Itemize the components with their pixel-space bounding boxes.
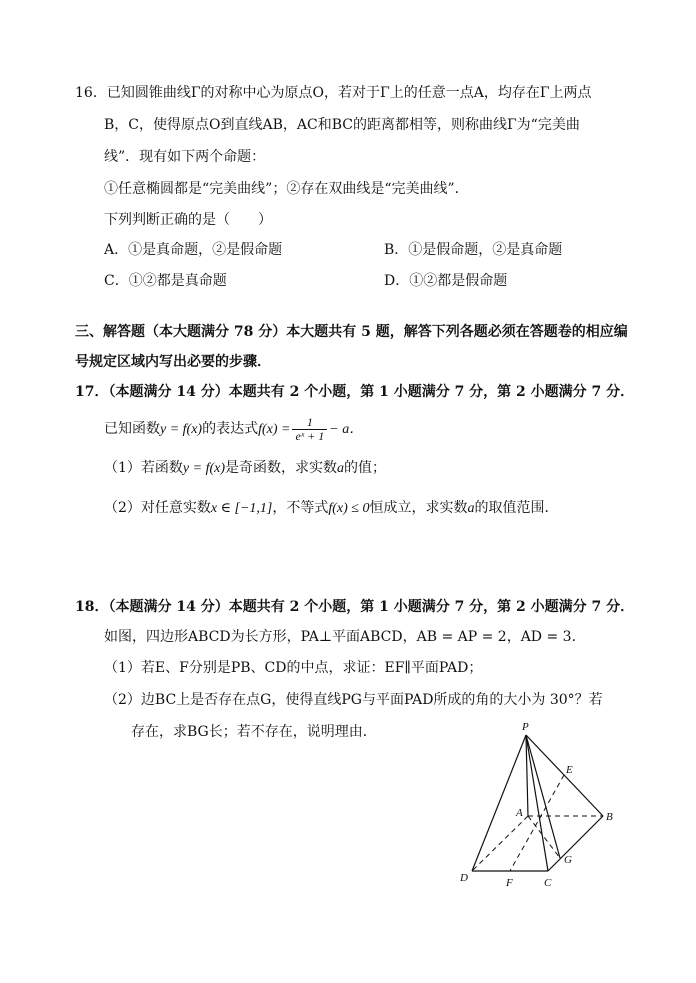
q17-intro-text-a: 已知函数 xyxy=(104,421,160,437)
label-d: D xyxy=(460,872,468,884)
q17-fraction-denominator: eˣ + 1 xyxy=(295,428,325,443)
label-b: B xyxy=(606,811,613,823)
q16-option-a: A．①是真命题，②是假命题 xyxy=(104,242,283,258)
q17-intro-lhs: f(x) = xyxy=(258,422,291,437)
q17-intro-tail: − a． xyxy=(329,422,364,437)
q17-part1-text-b: 是奇函数，求实数 xyxy=(225,460,338,476)
q18-intro: 如图，四边形ABCD为长方形，PA⊥平面ABCD，AB = AP = 2，AD = 3． xyxy=(104,629,586,645)
q17-fraction xyxy=(292,416,327,443)
q17-part1-function: y = f(x) xyxy=(182,461,226,476)
q17-part2-inequality: f(x) ≤ 0 xyxy=(328,501,370,516)
q17-part1-variable: a xyxy=(337,461,345,476)
q17-part2-set: x ∈ [−1,1] xyxy=(210,501,273,516)
section3-heading-line2: 号规定区域内写出必要的步骤． xyxy=(75,354,271,370)
q17-intro-function: y = f(x) xyxy=(160,422,203,437)
edge-ef-hidden xyxy=(510,775,564,871)
q16-option-c: C．①②都是真命题 xyxy=(104,273,227,289)
q18-header: 18．（本题满分 14 分）本题共有 2 个小题，第 1 小题满分 7 分，第 2 小题满分 7 分． xyxy=(75,599,635,615)
q17-part2-text-d: 的取值范围． xyxy=(474,500,559,516)
q18-part2-line1: （2）边BC上是否存在点G，使得直线PG与平面PAD所成的角的大小为 30°？若 xyxy=(104,692,603,708)
q18-part2-line2: 存在，求BG长；若不存在，说明理由． xyxy=(131,724,377,740)
q17-part2-variable: a xyxy=(467,501,475,516)
q16-line3: 线”．现有如下两个命题： xyxy=(104,149,266,165)
pyramid-figure xyxy=(440,720,630,900)
q17-part1-text-c: 的值； xyxy=(344,460,387,476)
q17-intro-text-b: 的表达式 xyxy=(202,421,259,437)
q16-option-b: B．①是假命题，②是真命题 xyxy=(384,242,563,258)
q18-part1: （1）若E、F分别是PB、CD的中点，求证：EF∥平面PAD； xyxy=(104,660,483,676)
label-c: C xyxy=(544,877,552,889)
section3-heading-line1: 三、解答题（本大题满分 78 分）本大题共有 5 题，解答下列各题必须在答题卷的相应编 xyxy=(75,324,628,340)
q17-fraction-numerator: 1 xyxy=(292,416,327,430)
q17-part1 xyxy=(104,458,386,479)
q17-part2-text-c: 恒成立，求实数 xyxy=(369,500,468,516)
q17-intro xyxy=(104,414,363,445)
q16-line4: ①任意椭圆都是“完美曲线”；②存在双曲线是“完美曲线”． xyxy=(104,181,469,197)
q16-line1: 16．已知圆锥曲线Γ的对称中心为原点O，若对于Γ上的任意一点A，均存在Γ上两点 xyxy=(75,85,592,101)
q16-line5: 下列判断正确的是（ ） xyxy=(104,212,272,228)
q16-option-d: D．①②都是假命题 xyxy=(384,273,508,289)
label-f: F xyxy=(506,877,513,889)
edge-ad-hidden xyxy=(472,816,528,871)
q17-part2-text-a: （2）对任意实数 xyxy=(104,500,211,516)
q17-header: 17．（本题满分 14 分）本题共有 2 个小题，第 1 小题满分 7 分，第 2 小题满分 7 分． xyxy=(75,384,635,400)
edge-pd xyxy=(472,735,526,871)
q16-line2: B，C，使得原点O到直线AB，AC和BC的距离都相等，则称曲线Γ为“完美曲 xyxy=(104,117,580,133)
label-g: G xyxy=(564,854,572,866)
label-e: E xyxy=(566,764,573,776)
label-p: P xyxy=(522,721,529,733)
edge-ag-hidden xyxy=(528,816,560,858)
q17-part1-text-a: （1）若函数 xyxy=(104,460,183,476)
q17-part2 xyxy=(104,498,558,519)
label-a: A xyxy=(516,807,523,819)
q17-part2-text-b: ，不等式 xyxy=(272,500,329,516)
